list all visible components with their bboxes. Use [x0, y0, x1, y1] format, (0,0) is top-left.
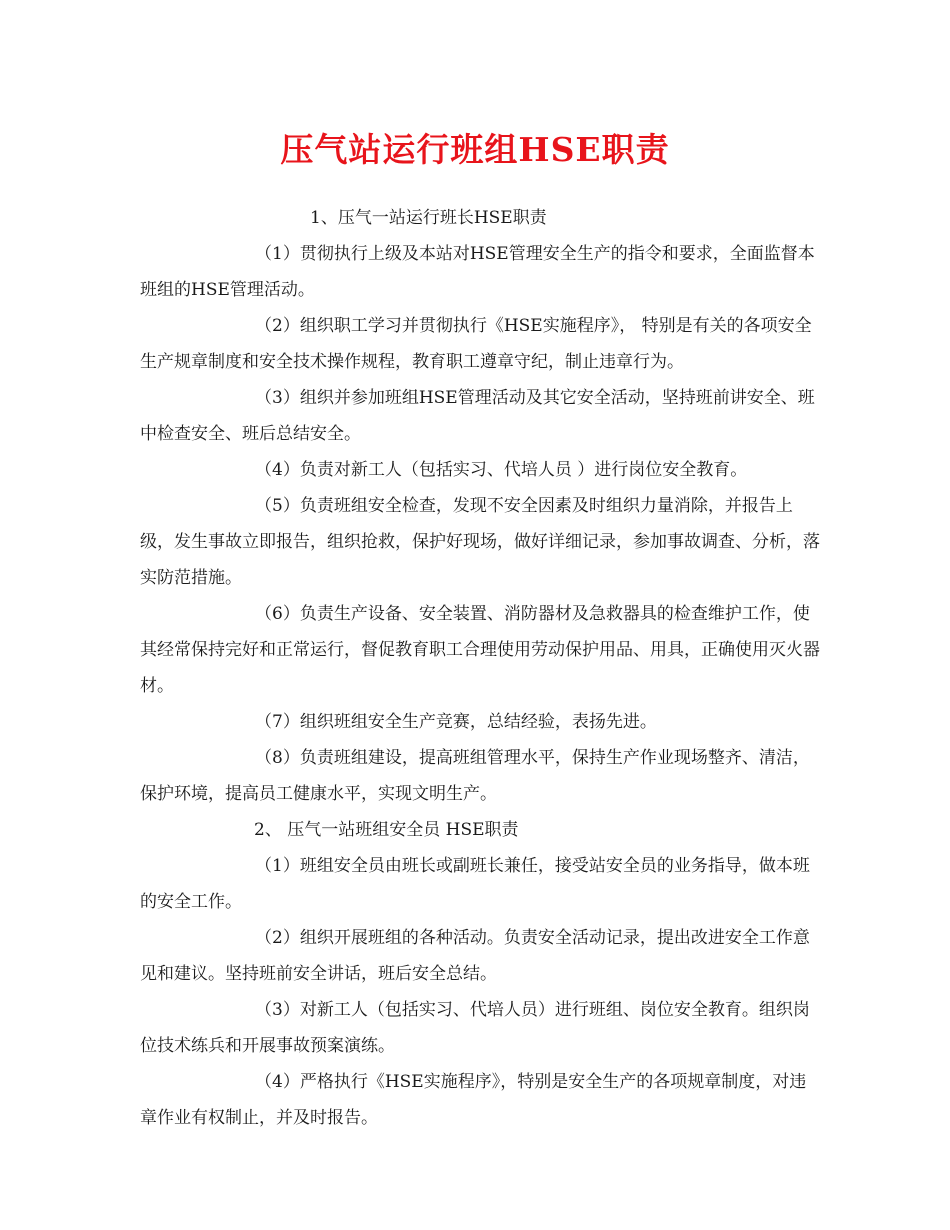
paragraph: （4）严格执行《HSE实施程序》，特别是安全生产的各项规章制度，对违章作业有权制止，并及时报告。: [140, 1072, 807, 1128]
paragraph: （1）贯彻执行上级及本站对HSE管理安全生产的指令和要求，全面监督本班组的HSE管理活动。: [140, 244, 815, 300]
paragraph: （2）组织开展班组的各种活动。负责安全活动记录，提出改进安全工作意见和建议。坚持班前安全讲话，班后安全总结。: [140, 928, 810, 984]
paragraph: （1）班组安全员由班长或副班长兼任，接受站安全员的业务指导，做本班的安全工作。: [140, 856, 810, 912]
document-body: [140, 200, 820, 1136]
document-title: 压气站运行班组HSE职责: [280, 130, 670, 169]
paragraph: （2）组织职工学习并贯彻执行《HSE实施程序》， 特别是有关的各项安全生产规章制度和安全技术操作规程，教育职工遵章守纪，制止违章行为。: [140, 316, 812, 372]
section-heading: 2、 压气一站班组安全员 HSE职责: [254, 820, 519, 840]
paragraph: （7）组织班组安全生产竞赛，总结经验，表扬先进。: [255, 712, 657, 732]
paragraph: （3）组织并参加班组HSE管理活动及其它安全活动，坚持班前讲安全、班中检查安全、班后总结安全。: [140, 388, 815, 444]
paragraph: （3）对新工人（包括实习、代培人员）进行班组、岗位安全教育。组织岗位技术练兵和开展事故预案演练。: [140, 1000, 810, 1056]
paragraph: （4）负责对新工人（包括实习、代培人员 ）进行岗位安全教育。: [255, 460, 748, 480]
section-heading: 1、压气一站运行班长HSE职责: [310, 208, 547, 228]
paragraph: （5）负责班组安全检查，发现不安全因素及时组织力量消除，并报告上级，发生事故立即报告，组织抢救，保护好现场，做好详细记录，参加事故调查、分析，落实防范措施。: [140, 496, 820, 588]
paragraph: （8）负责班组建设，提高班组管理水平，保持生产作业现场整齐、清洁，保护环境，提高员工健康水平，实现文明生产。: [140, 748, 810, 804]
paragraph: （6）负责生产设备、安全装置、消防器材及急救器具的检查维护工作，使其经常保持完好和正常运行，督促教育职工合理使用劳动保护用品、用具，正确使用灭火器材。: [140, 604, 820, 696]
